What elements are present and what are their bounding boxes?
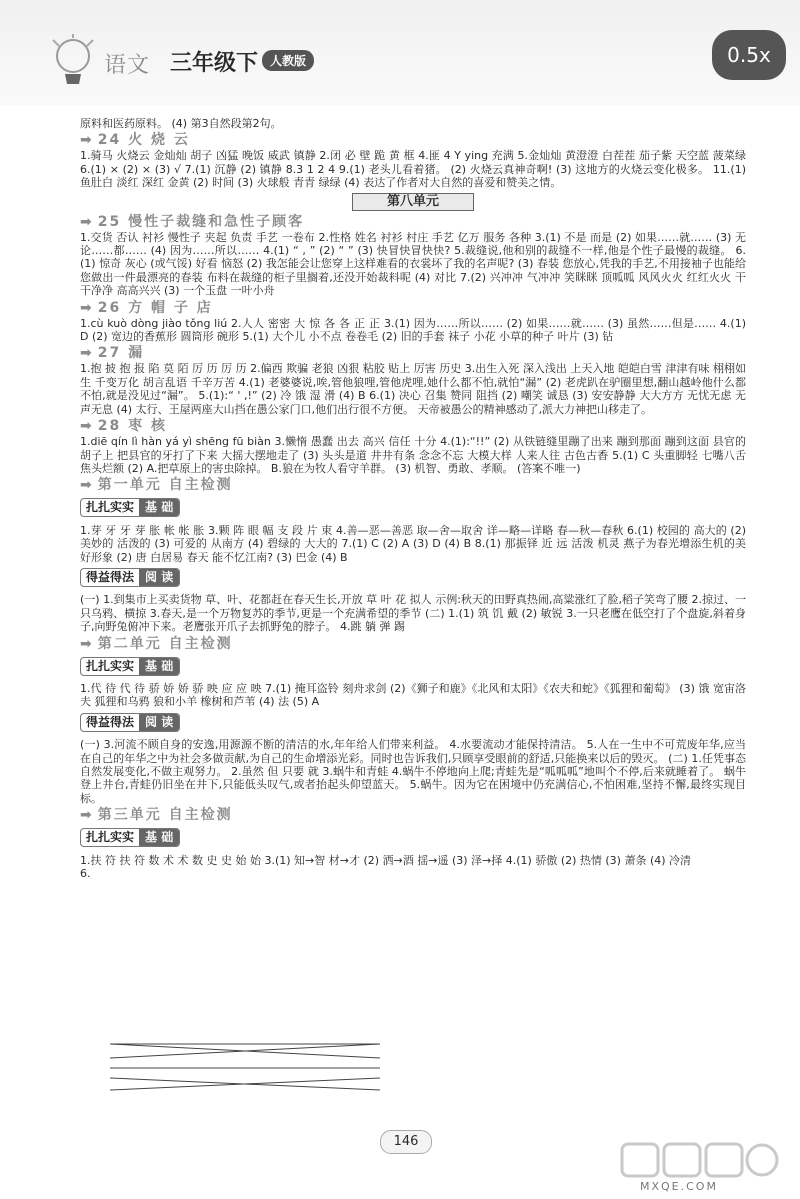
section-heading [80,418,746,434]
badge-row [80,653,746,682]
edition-badge: 人教版 [262,50,314,71]
section-heading [80,132,746,148]
page-header [0,0,800,105]
arrow-icon: ➡ [80,299,94,316]
arrow-icon: ➡ [80,213,94,230]
answer-paragraph: 1.芽 牙 牙 芽 胀 帐 帐 胀 3.颗 阵 眼 幅 支 段 片 束 4.善—恶—善恶 取—舍—取舍 详—略—详略 春—秋—春秋 6.(1) 校园的 高大的 (2) 美妙的 活泼的 (3) 可爱的 从南方 (4) 碧绿的 大大的 7.(1) C (2) A (3) D (4) B 8.(1) 那振铎 近 远 活泼 机灵 燕子为春光增添生机的美好形象 (2) 唐 白居易 春天 能不忆江南? (3) 巴金 (4) B [80,523,746,564]
answer-paragraph: 1.骑马 火烧云 金灿灿 胡子 凶猛 晚饭 威武 镇静 2.闭 必 壁 跪 黄 框 4.匪 4 Y ying 充满 5.金灿灿 黄澄澄 白茬茬 茄子紫 天空蓝 菠菜绿 6.(1) × (2) × (3) √ 7.(1) 沉静 (2) 镇静 8.3 1 2 4 9.(1) 老头儿看着猪。 (2) 火烧云真神奇啊! (3) 这地方的火烧云变化极多。 11.(1) 鱼肚白 淡红 深红 金黄 (2) 时间 (3) 火球般 青青 绿绿 (4) 表达了作者对大自然的喜爱和赞美之情。 [80,149,746,190]
arrow-icon: ➡ [80,807,94,824]
badge-row [80,824,746,853]
answer-paragraph: 1.交货 否认 衬衫 慢性子 夹起 负责 手艺 一卷布 2.性格 姓名 衬衫 村庄 手艺 亿万 服务 各种 3.(1) 不是 而是 (2) 如果……就…… (3) 无论……都…… (4) 因为……所以…… 4.(1) “ , ” (2) “ ” (3) 快冒快冒快快? 5.裁缝说,他和别的裁缝不一样,他是个性子最慢的裁缝。 6.(1) 惊奇 灰心 (或气馁) 好看 恼怒 (2) 我怎能会让您穿上这样难看的衣裳坏了我的名声呢? (3) 春装 您放心,凭我的手艺,不用接袖子也能给您做出一件最漂亮的春装 布料在裁缝的柜子里搁着,还没开始裁料呢 (4) 对比 7.(2) 兴冲冲 气冲冲 笑眯眯 顶呱呱 风风火火 红红火火 干干净净 高高兴兴 (3) 一个玉盘 一叶小舟 [80,230,746,298]
arrow-icon: ➡ [80,635,94,652]
badge-label: 扎扎实实 [86,658,135,673]
page-number: 146 [380,1130,432,1154]
badge-tag: 阅 读 [139,569,179,586]
badge-row [80,564,746,593]
section-heading-text: 24 火 烧 云 [97,132,190,149]
answer-paragraph: 原料和医药原料。 (4) 第3自然段第2句。 [80,117,282,130]
watermark-logo-icon [620,1140,780,1180]
badge-tag: 基 础 [139,658,179,675]
section-heading-text: 第一单元 自主检测 [97,477,233,494]
unit-title: 第八单元 [352,193,474,211]
section-heading [80,345,746,361]
section-badge [80,498,180,517]
badge-tag: 基 础 [139,829,179,846]
section-badge [80,828,180,847]
answer-paragraph: 1.抱 披 抱 报 陷 莫 陌 厉 历 厉 历 2.偏西 欺骗 老狼 凶狠 粘胶 贴上 厉害 历史 3.出生入死 深入浅出 上天入地 皑皑白雪 津津有味 栩栩如生 千变万化 胡言乱语 千辛万苦 4.(1) 老婆婆说,唉,管他狼哩,管他虎哩,她什么都不怕,就怕“漏” (2) 老虎趴在驴圈里想,翻山越岭他什么都不怕,就是没见过“漏”。 5.(1):“ ' ,!” (2) 冷 饿 湿 滑 (4) B 6.(1) 决心 召集 赞同 阻挡 (2) 嘲笑 诚恳 (3) 安安静静 大大方方 无忧无虑 无声无息 (4) 太行、王屋两座大山挡在愚公家门口,他们出行很不方便。 天帝被愚公的精神感动了,派大力神把山移走了。 [80,362,746,416]
arrow-icon: ➡ [80,477,94,494]
badge-tag: 基 础 [139,499,179,516]
lightbulb-icon [48,34,98,92]
matching-lines-figure [80,1038,390,1098]
section-heading [80,214,746,230]
answer-paragraph: 6. [80,867,91,881]
section-heading-text: 25 慢性子裁缝和急性子顾客 [97,213,305,230]
arrow-icon: ➡ [80,132,94,149]
arrow-icon: ➡ [80,418,94,435]
answer-paragraph: (一) 3.河流不顾自身的安逸,用源源不断的清洁的水,年年给人们带来利益。 4.水要流动才能保持清洁。 5.人在一生中不可荒废年华,应当在自己的年华之中为社会多做贡献,为自己的生命增添光彩。同时也告诉我们,只顾享受眼前的舒适,只能换来以后的毁灭。 (二) 1.任凭事态自然发展变化,不做主观努力。 2.虽然 但 只要 就 3.蜗牛和青蛙 4.蜗牛不停地向上爬;青蛙先是“呱呱呱”地叫个不停,后来就睡着了。 蜗牛登上井台,青蛙仍旧坐在井下,只能低头叹气,或者抬起头仰望蓝天。 5.蜗牛。因为它在困境中仍充满信心,不怕困难,坚持不懈,最终实现目标。 [80,738,746,805]
section-badge [80,657,180,676]
section-heading [80,636,746,652]
arrow-icon: ➡ [80,345,94,362]
section-heading-text: 26 方 帽 子 店 [97,299,213,316]
answer-paragraph: 1.diē qín lì hàn yá yì shēng fū biàn 3.懒惰 愚蠢 出去 高兴 信任 十分 4.(1):“!!” (2) 从铁链缝里蹦了出来 蹦到那面 蹦到这面 县官的胡子上 把县官的牙打了下来 大摇大摆地走了 (3) 头头是道 井井有条 念念不忘 大模大样 人来人往 古色古香 5.(1) C 头重脚轻 七嘴八舌 焦头烂额 (2) A.把草原上的害虫除掉。 B.狼在为牧人看守羊群。 (3) 机智、勇敢、孝顺。 (答案不唯一) [80,435,746,475]
answer-paragraph: 1.扶 符 扶 符 数 术 术 数 史 史 始 始 3.(1) 知→智 材→才 (2) 洒→酒 揺→遥 (3) 泽→择 4.(1) 骄傲 (2) 热情 (3) 萧条 (4) 冷清 [80,853,692,867]
section-heading-text: 28 枣 核 [97,418,167,435]
badge-row [80,709,746,738]
section-heading-text: 第二单元 自主检测 [97,635,233,652]
badge-label: 得益得法 [86,714,135,729]
section-heading [80,807,746,823]
zoom-level-button[interactable]: 0.5x [712,30,786,80]
section-badge [80,568,180,587]
grade-title: 三年级下 [170,51,259,76]
badge-label: 得益得法 [86,569,135,584]
badge-label: 扎扎实实 [86,830,135,845]
answer-paragraph: 1.代 待 代 待 骄 娇 娇 骄 映 应 应 映 7.(1) 掩耳盗铃 刻舟求剑 (2)《狮子和鹿》《北风和太阳》《农夫和蛇》《狐狸和葡萄》 (3) 饿 宽宙洛夫 狐狸和乌鸦 狼和小羊 橡树和芦苇 (4) 法 (5) A [80,681,746,709]
section-heading-text: 第三单元 自主检测 [97,807,233,824]
answer-content [80,117,746,880]
answer-paragraph: 1.cù kuò dòng jiào tǒng liú 2.人人 密密 大 惊 各 各 正 正 3.(1) 因为……所以…… (2) 如果……就…… (3) 虽然……但是…… 4.(1) D (2) 宽边的香蕉形 圆筒形 碗形 5.(1) 大个儿 小不点 卷卷毛 (2) 旧的手套 袜子 小花 小草的种子 叶片 (3) 钻 [80,316,746,344]
section-badge [80,713,180,732]
answer-paragraph: (一) 1.到集市上买卖货物 草、叶、花都赶在春天生长,开放 草 叶 花 拟人 示例:秋天的田野真热闹,高粱涨红了脸,稻子笑弯了腰 2.掠过、一只乌鸦、横掠 3.春天,是一个万物复苏的季节,更是一个充满希望的季节 (二) 1.(1) 筑 饥 戴 (2) 敏锐 3.一只老鹰在低空打了个盘旋,斜着身子,向野兔俯冲下来。老鹰张开爪子去抓野兔的脖子。 4.跳 躺 弹 踢 [80,593,746,634]
badge-label: 扎扎实实 [86,500,135,515]
section-heading-text: 27 漏 [97,345,145,362]
section-heading [80,300,746,316]
section-heading [80,477,746,493]
subject-title: 语文 [104,53,151,78]
badge-tag: 阅 读 [139,714,179,731]
badge-row [80,494,746,523]
watermark-text: MXQE.COM [640,1180,718,1193]
